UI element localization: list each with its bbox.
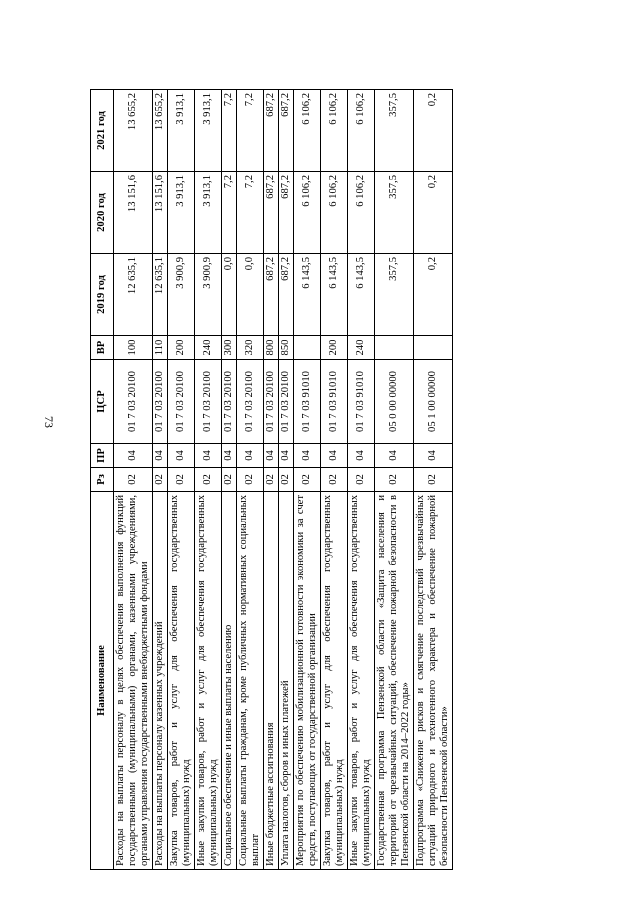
cell-y2019: 6 143,5 — [348, 254, 375, 336]
header-rz: Рз — [91, 468, 114, 492]
cell-vr: 240 — [348, 336, 375, 360]
cell-y2020: 6 106,2 — [294, 172, 321, 254]
cell-rz: 02 — [348, 468, 375, 492]
cell-pr: 04 — [348, 444, 375, 468]
cell-y2019: 12 635,1 — [153, 254, 168, 336]
cell-name: Мероприятия по обеспечению мобилизационной готовности экономики за счет средств, поступающих от государственной организации — [294, 492, 321, 870]
table-row — [348, 90, 375, 870]
cell-pr: 04 — [375, 444, 414, 468]
cell-y2021: 357,5 — [375, 90, 414, 172]
cell-rz: 02 — [237, 468, 264, 492]
cell-vr — [294, 336, 321, 360]
cell-y2020: 13 151,6 — [153, 172, 168, 254]
cell-name: Социальное обеспечение и иные выплаты населению — [222, 492, 237, 870]
cell-y2019: 0,0 — [222, 254, 237, 336]
cell-pr: 04 — [264, 444, 279, 468]
table-row — [153, 90, 168, 870]
cell-csr: 01 7 03 20100 — [153, 360, 168, 444]
cell-y2019: 0,2 — [414, 254, 453, 336]
cell-csr: 01 7 03 20100 — [222, 360, 237, 444]
cell-y2021: 6 106,2 — [348, 90, 375, 172]
cell-pr: 04 — [168, 444, 195, 468]
cell-csr: 01 7 03 20100 — [195, 360, 222, 444]
cell-y2019: 687,2 — [264, 254, 279, 336]
cell-vr: 110 — [153, 336, 168, 360]
cell-y2020: 13 151,6 — [114, 172, 153, 254]
cell-y2019: 0,0 — [237, 254, 264, 336]
table-row — [168, 90, 195, 870]
cell-vr: 200 — [321, 336, 348, 360]
cell-rz: 02 — [153, 468, 168, 492]
header-2021: 2021 год — [91, 90, 114, 172]
cell-csr: 01 7 03 91010 — [348, 360, 375, 444]
rotated-page-content — [90, 90, 550, 870]
cell-pr: 04 — [195, 444, 222, 468]
cell-y2020: 3 913,1 — [168, 172, 195, 254]
cell-y2021: 6 106,2 — [294, 90, 321, 172]
header-vr: ВР — [91, 336, 114, 360]
cell-rz: 02 — [294, 468, 321, 492]
header-2020: 2020 год — [91, 172, 114, 254]
cell-csr: 05 1 00 00000 — [414, 360, 453, 444]
cell-rz: 02 — [168, 468, 195, 492]
cell-y2019: 687,2 — [279, 254, 294, 336]
cell-y2019: 12 635,1 — [114, 254, 153, 336]
cell-csr: 01 7 03 91010 — [294, 360, 321, 444]
cell-y2019: 357,5 — [375, 254, 414, 336]
table-row — [279, 90, 294, 870]
cell-vr: 240 — [195, 336, 222, 360]
cell-csr: 01 7 03 20100 — [114, 360, 153, 444]
cell-y2021: 3 913,1 — [195, 90, 222, 172]
cell-y2021: 7,2 — [222, 90, 237, 172]
cell-y2019: 3 900,9 — [195, 254, 222, 336]
cell-rz: 02 — [222, 468, 237, 492]
cell-pr: 04 — [222, 444, 237, 468]
cell-pr: 04 — [414, 444, 453, 468]
cell-name: Иные закупки товаров, работ и услуг для обеспечения государственных (муниципальных) нужд — [195, 492, 222, 870]
cell-name: Закупка товаров, работ и услуг для обеспечения государственных (муниципальных) нужд — [168, 492, 195, 870]
cell-rz: 02 — [264, 468, 279, 492]
header-csr: ЦСР — [91, 360, 114, 444]
cell-y2020: 687,2 — [264, 172, 279, 254]
cell-pr: 04 — [294, 444, 321, 468]
cell-y2021: 0,2 — [414, 90, 453, 172]
cell-y2021: 13 655,2 — [114, 90, 153, 172]
cell-y2020: 3 913,1 — [195, 172, 222, 254]
cell-y2020: 687,2 — [279, 172, 294, 254]
cell-name: Иные закупки товаров, работ и услуг для обеспечения государственных (муниципальных) нужд — [348, 492, 375, 870]
table-row — [375, 90, 414, 870]
cell-csr: 01 7 03 20100 — [168, 360, 195, 444]
cell-vr: 300 — [222, 336, 237, 360]
cell-name: Уплата налогов, сборов и иных платежей — [279, 492, 294, 870]
table-row — [294, 90, 321, 870]
cell-vr: 850 — [279, 336, 294, 360]
cell-csr: 01 7 03 20100 — [237, 360, 264, 444]
cell-csr: 01 7 03 91010 — [321, 360, 348, 444]
cell-y2020: 6 106,2 — [348, 172, 375, 254]
cell-y2021: 3 913,1 — [168, 90, 195, 172]
cell-rz: 02 — [414, 468, 453, 492]
cell-vr: 200 — [168, 336, 195, 360]
cell-pr: 04 — [321, 444, 348, 468]
cell-vr: 800 — [264, 336, 279, 360]
cell-rz: 02 — [195, 468, 222, 492]
table-row — [237, 90, 264, 870]
cell-name: Иные бюджетные ассигнования — [264, 492, 279, 870]
cell-csr: 05 0 00 00000 — [375, 360, 414, 444]
cell-y2020: 7,2 — [222, 172, 237, 254]
cell-vr: 320 — [237, 336, 264, 360]
cell-y2020: 0,2 — [414, 172, 453, 254]
cell-name: Государственная программа Пензенской области «Защита населения и территорий от чрезвычайных ситуаций, обеспечение пожарной безопасности в Пензенской области на 2014–2022 годы» — [375, 492, 414, 870]
table-row — [114, 90, 153, 870]
cell-y2020: 357,5 — [375, 172, 414, 254]
cell-name: Расходы на выплаты персоналу в целях обеспечения выполнения функций государственными (муниципальными) органами, казенными учреждениями, органами управления государственными внебюджетными фондами — [114, 492, 153, 870]
cell-rz: 02 — [375, 468, 414, 492]
cell-y2021: 13 655,2 — [153, 90, 168, 172]
cell-csr: 01 7 03 20100 — [279, 360, 294, 444]
table-header-row — [91, 90, 114, 870]
cell-y2021: 687,2 — [264, 90, 279, 172]
table-row — [414, 90, 453, 870]
cell-pr: 04 — [237, 444, 264, 468]
cell-rz: 02 — [321, 468, 348, 492]
table-row — [195, 90, 222, 870]
cell-y2020: 6 106,2 — [321, 172, 348, 254]
header-pr: ПР — [91, 444, 114, 468]
cell-y2019: 6 143,5 — [321, 254, 348, 336]
cell-y2019: 3 900,9 — [168, 254, 195, 336]
cell-vr: 100 — [114, 336, 153, 360]
cell-y2021: 7,2 — [237, 90, 264, 172]
cell-name: Закупка товаров, работ и услуг для обеспечения государственных (муниципальных) нужд — [321, 492, 348, 870]
cell-csr: 01 7 03 20100 — [264, 360, 279, 444]
cell-name: Социальные выплаты гражданам, кроме публичных нормативных социальных выплат — [237, 492, 264, 870]
header-name: Наименование — [91, 492, 114, 870]
cell-name: Подпрограмма «Снижение рисков и смягчение последствий чрезвычайных ситуаций природного и техногенного характера и обеспечение пожарной безопасности Пензенской области» — [414, 492, 453, 870]
cell-y2020: 7,2 — [237, 172, 264, 254]
cell-y2021: 6 106,2 — [321, 90, 348, 172]
page-number: 73 — [42, 416, 56, 428]
header-2019: 2019 год — [91, 254, 114, 336]
cell-pr: 04 — [279, 444, 294, 468]
cell-pr: 04 — [114, 444, 153, 468]
budget-table — [90, 89, 453, 870]
cell-vr — [375, 336, 414, 360]
cell-y2021: 687,2 — [279, 90, 294, 172]
cell-pr: 04 — [153, 444, 168, 468]
cell-name: Расходы на выплаты персоналу казенных учреждений — [153, 492, 168, 870]
table-row — [321, 90, 348, 870]
cell-y2019: 6 143,5 — [294, 254, 321, 336]
table-row — [222, 90, 237, 870]
cell-rz: 02 — [279, 468, 294, 492]
cell-vr — [414, 336, 453, 360]
table-row — [264, 90, 279, 870]
cell-rz: 02 — [114, 468, 153, 492]
